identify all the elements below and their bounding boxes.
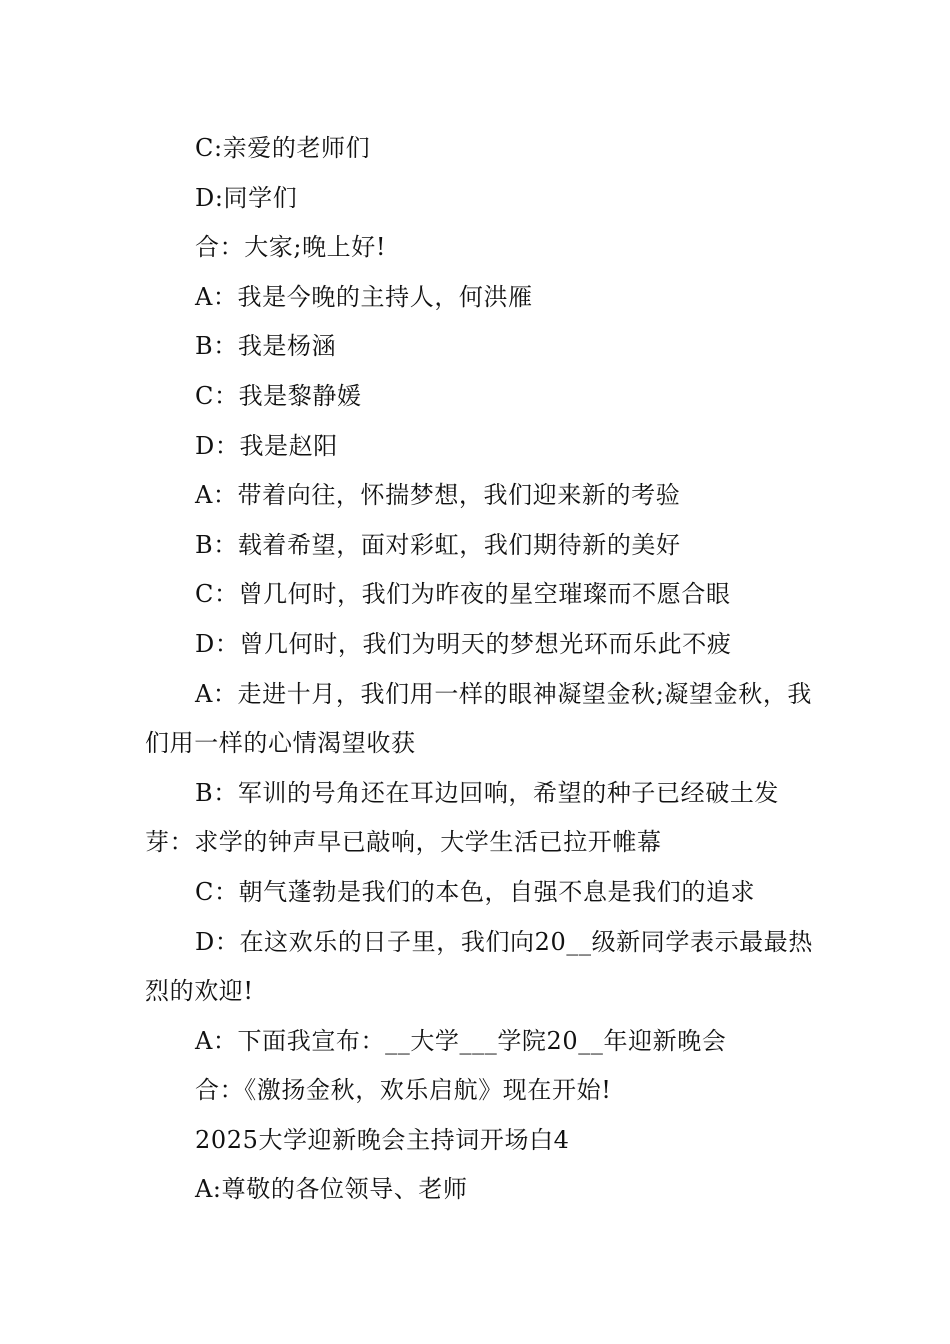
paragraph: D:同学们: [195, 183, 298, 212]
paragraph: B：军训的号角还在耳边回响，希望的种子已经破土发芽：求学的钟声早已敲响，大学生活已拉开帷幕: [145, 778, 780, 857]
paragraph: 合：《激扬金秋，欢乐启航》现在开始!: [195, 1076, 612, 1105]
paragraph: C：我是黎静媛: [195, 381, 362, 410]
paragraph: C：曾几何时，我们为昨夜的星空璀璨而不愿合眼: [195, 580, 731, 609]
paragraph: A：带着向往，怀揣梦想，我们迎来新的考验: [195, 481, 681, 510]
paragraph: D：我是赵阳: [195, 431, 338, 460]
paragraph: A：下面我宣布：__大学___学院20__年迎新晚会: [195, 1026, 727, 1055]
paragraph: D：曾几何时，我们为明天的梦想光环而乐此不疲: [195, 629, 732, 658]
paragraph: A:尊敬的各位领导、老师: [195, 1175, 468, 1204]
section-heading: 2025大学迎新晚会主持词开场白4: [195, 1125, 570, 1154]
paragraph: B：载着希望，面对彩虹，我们期待新的美好: [195, 530, 681, 559]
paragraph: C:亲爱的老师们: [195, 134, 371, 162]
paragraph: B：我是杨涵: [195, 332, 337, 361]
paragraph: C：朝气蓬勃是我们的本色，自强不息是我们的追求: [195, 877, 756, 906]
paragraph: D：在这欢乐的日子里，我们向20__级新同学表示最最热烈的欢迎!: [145, 927, 813, 1006]
paragraph: A：走进十月，我们用一样的眼神凝望金秋;凝望金秋，我们用一样的心情渴望收获: [145, 679, 813, 758]
document-body: [145, 124, 825, 1215]
paragraph: A：我是今晚的主持人，何洪雁: [195, 282, 533, 311]
paragraph: 合：大家;晚上好!: [195, 233, 387, 262]
